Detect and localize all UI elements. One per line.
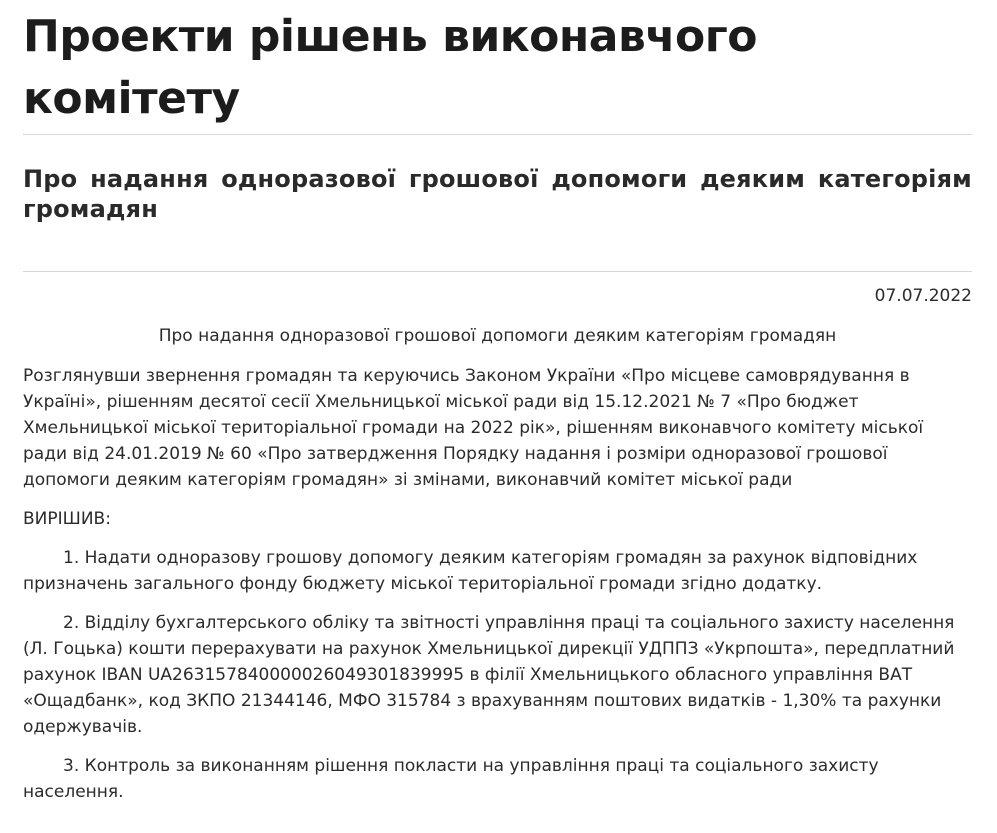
heading-divider (23, 271, 972, 272)
document-center-title: Про надання одноразової грошової допомоги деяким категоріям громадян (158, 326, 837, 346)
document-body (23, 283, 972, 805)
page-title: Проекти рішень виконавчого комітету (23, 11, 757, 124)
document-heading: Про надання одноразової грошової допомоги деяким категоріям громадян (23, 165, 972, 223)
document-date: 07.07.2022 (874, 286, 972, 306)
decision-item-1: 1. Надати одноразову грошову допомогу деяким категоріям громадян за рахунок відповідних призначень загального фонду бюджету міської територіальної громади згідно додатку. (23, 548, 918, 594)
page-content (23, 0, 972, 805)
document-intro: Розглянувши звернення громадян та керуючись Законом України «Про місцеве самоврядування в Україні», рішенням десятої сесії Хмельницької міської ради від 15.12.2021 № 7 «Про бюджет Хмельницької міської територіальної громади на 2022 рік», рішенням виконавчого комітету міської ради від 24.01.2019 № 60 «Про затвердження Порядку надання і розміри одноразової грошової допомоги деяким категоріям громадян» зі змінами, виконавчий комітет міської ради (23, 366, 924, 490)
decision-item-3: 3. Контроль за виконанням рішення покласти на управління праці та соціального захисту населення. (23, 756, 879, 802)
decided-label: ВИРІШИВ: (23, 509, 111, 529)
decision-item-2: 2. Відділу бухгалтерського обліку та звітності управління праці та соціального захисту населення (Л. Гоцька) кошти перерахувати на рахунок Хмельницької дирекції УДППЗ «Укрпошта», передплатний рахунок IBAN UA263157840000026049301839995 в філії Хмельницького обласного управління ВАТ «Ощадбанк», код ЗКПО 21344146, МФО 315784 з врахуванням поштових видатків - 1,30% та рахунки одержувачів. (23, 613, 955, 737)
